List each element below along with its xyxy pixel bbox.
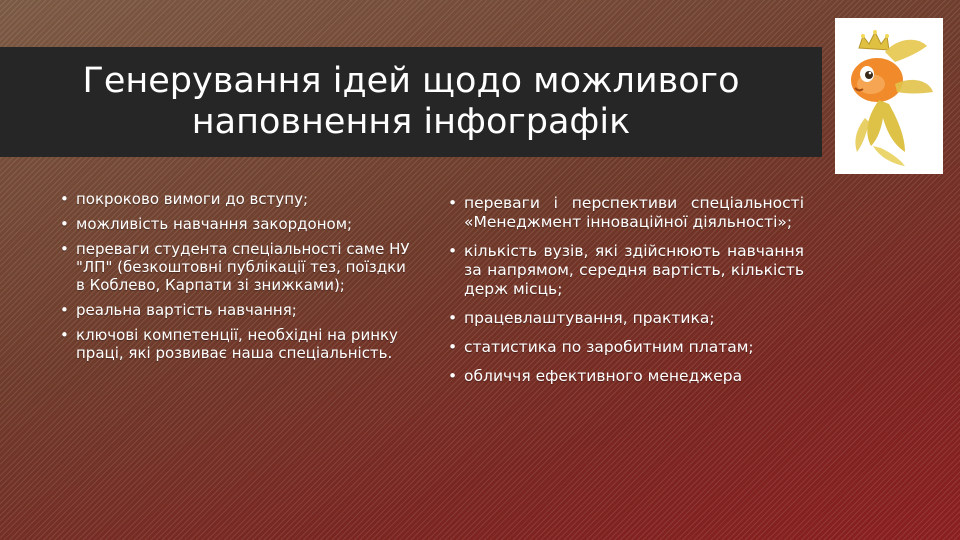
right-column [448,194,804,396]
list-item [448,242,804,299]
bullet-marker: • [448,309,458,327]
list-item [60,326,415,362]
bullet-marker: • [60,190,69,208]
list-item [448,338,804,357]
list-item-text: покроково вимоги до вступу; [76,190,309,208]
list-item-text: можливість навчання закордоном; [76,215,353,233]
list-item-text: обличчя ефективного менеджера [464,367,743,385]
list-item-text: ключові компетенції, необхідні на ринку праці, які розвиває наша спеціальність. [76,326,398,362]
slide-title: Генерування ідей щодо можливого наповнення інфографік [82,61,740,142]
list-item [448,309,804,328]
list-item [448,367,804,386]
list-item-text: кількість вузів, які здійснюють навчання за напрямом, середня вартість, кількість держ місць; [464,242,804,298]
list-item [60,190,415,208]
bullet-marker: • [60,215,69,233]
logo-image [835,18,943,174]
bullet-marker: • [60,326,69,344]
bullet-marker: • [448,194,458,212]
list-item [60,301,415,319]
list-item [448,194,804,232]
list-item-text: статистика по заробитним платам; [464,338,754,356]
left-bullet-list [60,190,415,362]
left-column [60,190,415,369]
goldfish-with-crown-icon [835,18,943,174]
list-item-text: працевлаштування, практика; [464,309,715,327]
list-item-text: переваги студента спеціальності саме НУ "ЛП" (безкоштовні публікації тез, поїздки в Коблево, Карпати зі знижками); [76,240,410,294]
list-item [60,215,415,233]
right-bullet-list [448,194,804,386]
bullet-marker: • [448,338,458,356]
title-bar [0,47,822,157]
list-item-text: реальна вартість навчання; [76,301,297,319]
list-item-text: переваги і перспективи спеціальності «Менеджмент інноваційної діяльності»; [464,194,804,231]
bullet-marker: • [60,301,69,319]
bullet-marker: • [448,367,458,385]
bullet-marker: • [448,242,458,260]
list-item [60,240,415,294]
bullet-marker: • [60,240,69,258]
